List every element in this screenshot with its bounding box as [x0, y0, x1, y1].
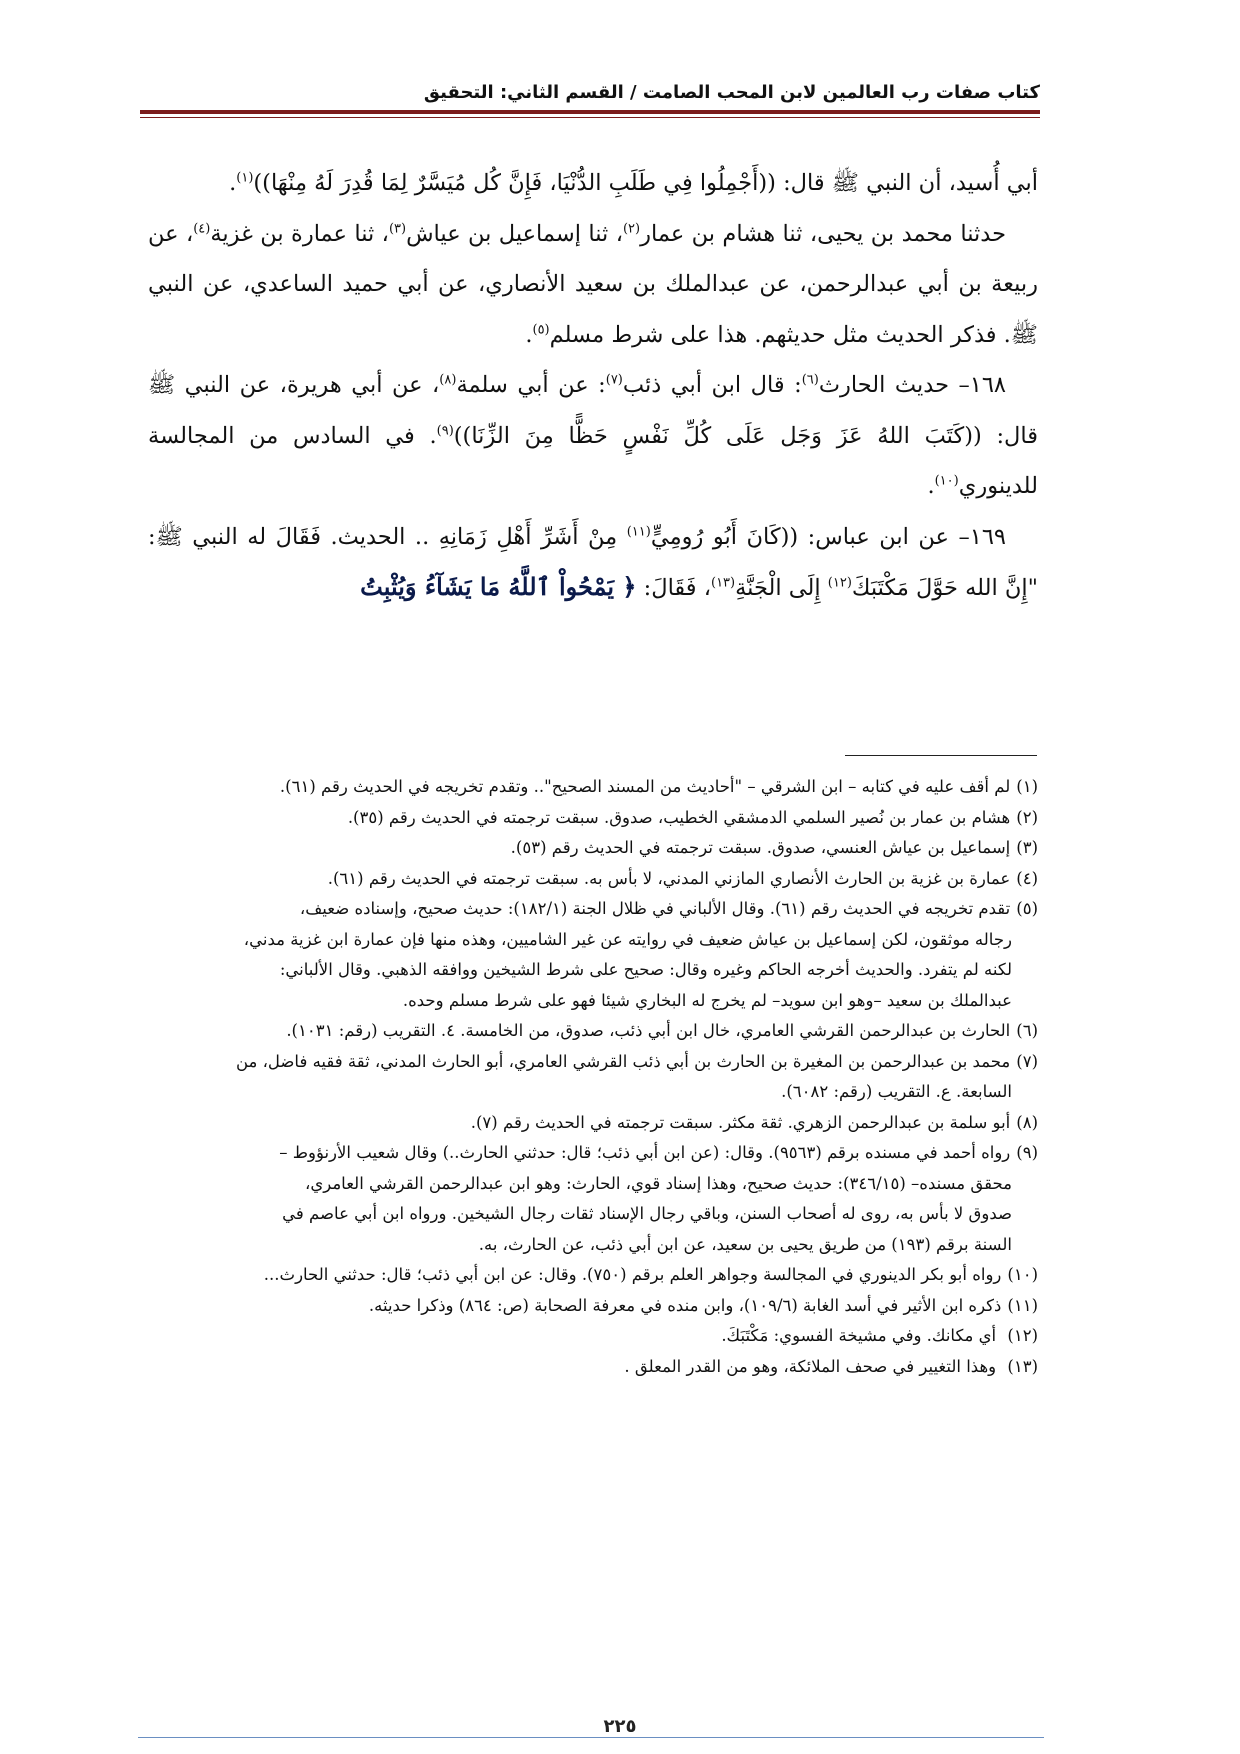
footnote-text: عمارة بن غزية بن الحارث الأنصاري المازني المدني، لا بأس به. سبقت ترجمته في الحديث رقم (٦١). — [327, 868, 1011, 888]
footnote-number: (١٢) — [1007, 1326, 1038, 1345]
footnote-continuation: رجاله موثقون، لكن إسماعيل بن عياش ضعيف في روايته عن غير الشاميين، وهذه منها فإن عمارة ابن غزية مدني، — [243, 929, 1012, 949]
footnote-7 — [145, 1047, 1038, 1078]
footnote-number: (١٣) — [1007, 1356, 1038, 1376]
footnotes-block — [145, 772, 1038, 1382]
paragraph-hadith-169: ١٦٩– عن ابن عباس: ((كَانَ أَبُو رُومِيٍّ$^{(١١)}$ مِنْ أَشَرِّ أَهْلِ زَمَانِهِ .. الحديث. فَقَالَ له النبي ﷺ: "إِنَّ الله حَوَّلَ مَكْتَبَكَ$^{(١٢)}$ إِلَى الْجَنَّةِ$^{(١٣)}$، فَقَالَ: ﴿ يَمْحُواْ ٱللَّهُ مَا يَشَآءُ وَيُثْبِتُ — [148, 523, 1038, 601]
footnote-text: هشام بن عمار بن نُصير السلمي الدمشقي الخطيب، صدوق. سبقت ترجمته في الحديث رقم (٣٥). — [347, 807, 1011, 827]
footnote-number: (٤) — [1016, 868, 1038, 888]
paragraph-2: حدثنا محمد بن يحيى، ثنا هشام بن عمار$^{(٢)}$، ثنا إسماعيل بن عياش$^{(٣)}$، ثنا عمارة بن غزية$^{(٤)}$، عن ربيعة بن أبي عبدالرحمن، عن عبدالملك بن سعيد الأنصاري، عن أبي حميد الساعدي، عن النبي ﷺ. فذكر الحديث مثل حديثهم. هذا على شرط مسلم$^{(٥)}$. — [148, 220, 1038, 348]
footnote-ref-2[interactable]: (٢) — [622, 221, 641, 236]
footnote-number: (٩) — [1016, 1143, 1038, 1162]
footnote-13 — [145, 1352, 1038, 1383]
footnote-continuation: السنة برقم (١٩٣) من طريق يحيى بن سعيد، عن ابن أبي ذئب، عن الحارث، به. — [478, 1234, 1012, 1254]
footnote-text: رواه أحمد في مسنده برقم (٩٥٦٣). وقال: (عن ابن أبي ذئب؛ قال: حدثني الحارث..) وقال شعيب الأرنؤوط – — [279, 1143, 1011, 1162]
footnote-ref-4[interactable]: (٤) — [193, 221, 211, 236]
footnote-text: تقدم تخريجه في الحديث رقم (٦١). وقال الألباني في ظلال الجنة (١٨٢/١): حديث صحيح، وإسناده ضعيف، — [299, 899, 1011, 918]
footer-rule — [138, 1737, 1044, 1738]
footnote-5 — [145, 894, 1038, 925]
footnote-text: لم أقف عليه في كتابه – ابن الشرقي – "أحاديث من المسند الصحيح".. وتقدم تخريجه في الحديث رقم (٦١). — [279, 777, 1011, 796]
footnote-ref-13[interactable]: (١٣) — [710, 575, 736, 591]
paragraph-1: أبي أُسيد، أن النبي ﷺ قال: ((أَجْمِلُوا فِي طَلَبِ الدُّنْيَا، فَإِنَّ كُل مُيَسَّرٌ لِمَا قُدِرَ لَهُ مِنْهَا))$^{(١)}$. — [229, 170, 1038, 196]
header-rule-thick — [140, 110, 1040, 114]
footnote-11 — [145, 1291, 1038, 1322]
footnote-continuation: السابعة. ع. التقريب (رقم: ٦٠٨٢). — [781, 1082, 1012, 1101]
footnote-text: الحارث بن عبدالرحمن القرشي العامري، خال ابن أبي ذئب، صدوق، من الخامسة. ٤. التقريب (رقم: ١٠٣١). — [286, 1021, 1011, 1040]
footnote-text: رواه أبو بكر الدينوري في المجالسة وجواهر العلم برقم (٧٥٠). وقال: عن ابن أبي ذئب؛ قال: حدثني الحارث... — [263, 1265, 1002, 1284]
footnote-ref-12[interactable]: (١٢) — [827, 575, 852, 591]
footnote-text: محمد بن عبدالرحمن بن المغيرة بن الحارث بن أبي ذئب القرشي العامري، أبو الحارث المدني، ثقة فقيه فاضل، من — [235, 1051, 1011, 1071]
footnote-ref-5[interactable]: (٥) — [532, 322, 550, 337]
footnote-number: (٥) — [1016, 899, 1038, 918]
footnote-text: وهذا التغيير في صحف الملائكة، وهو من القدر المعلق . — [624, 1356, 1002, 1376]
footnote-ref-8[interactable]: (٨) — [439, 372, 457, 388]
footnote-continuation: صدوق لا بأس به، روى له أصحاب السنن، وباقي رجال الإسناد ثقات رجال الشيخين. ورواه ابن أبي عاصم في — [282, 1204, 1012, 1223]
footnote-2 — [145, 803, 1038, 834]
footnote-text: أبو سلمة بن عبدالرحمن الزهري. ثقة مكثر. سبقت ترجمته في الحديث رقم (٧). — [470, 1112, 1011, 1132]
footnote-ref-6[interactable]: (٦) — [801, 372, 819, 388]
footnote-ref-7[interactable]: (٧) — [605, 372, 623, 388]
footnote-ref-3[interactable]: (٣) — [388, 221, 407, 236]
footnote-number: (٣) — [1016, 838, 1038, 857]
footnote-number: (٧) — [1016, 1051, 1038, 1071]
footnote-number: (٦) — [1016, 1021, 1038, 1040]
quran-verse: ﴿ يَمْحُواْ ٱللَّهُ مَا يَشَآءُ وَيُثْبِتُ — [360, 572, 637, 601]
running-header: كتاب صفات رب العالمين لابن المحب الصامت / القسم الثاني: التحقيق — [423, 82, 1040, 103]
footnote-text: ذكره ابن الأثير في أسد الغابة (١٠٩/٦)، وابن منده في معرفة الصحابة (ص: ٨٦٤) وذكرا حديثه. — [368, 1295, 1002, 1315]
footnote-12 — [145, 1321, 1038, 1352]
footnote-number: (١) — [1016, 777, 1038, 796]
footnote-3 — [145, 833, 1038, 864]
footnote-6 — [145, 1016, 1038, 1047]
footnote-ref-9[interactable]: (٩) — [436, 423, 454, 438]
page-number: ٢٢٥ — [603, 1716, 637, 1737]
footnote-number: (١١) — [1007, 1295, 1038, 1315]
header-rule-thin — [140, 117, 1040, 118]
footnote-1 — [145, 772, 1038, 803]
footnote-ref-1[interactable]: (١) — [236, 170, 254, 186]
paragraph-hadith-168: ١٦٨– حديث الحارث$^{(٦)}$: قال ابن أبي ذئب$^{(٧)}$: عن أبي سلمة$^{(٨)}$، عن أبي هريرة، عن النبي ﷺ قال: ((كَتَبَ اللهُ عَزَ وَجَل عَلَى كُلِّ نَفْسٍ حَظًّا مِنَ الزِّنَا))$^{(٩)}$. في السادس من المجالسة للدينوري$^{(١٠)}$. — [148, 372, 1038, 499]
footnote-8 — [145, 1108, 1038, 1139]
footnote-number: (١٠) — [1007, 1265, 1038, 1284]
footnote-continuation: لكنه لم يتفرد. والحديث أخرجه الحاكم وغيره وقال: صحيح على شرط الشيخين ووافقه الذهبي. وقال الألباني: — [279, 960, 1012, 979]
footnote-text: إسماعيل بن عياش العنسي، صدوق. سبقت ترجمته في الحديث رقم (٥٣). — [510, 838, 1011, 857]
footnote-ref-10[interactable]: (١٠) — [934, 473, 959, 489]
footnote-ref-11[interactable]: (١١) — [626, 524, 651, 539]
footnote-text: أي مكانك. وفي مشيخة الفسوي: مَكْتَبَكَ. — [721, 1326, 1002, 1345]
footnote-10 — [145, 1260, 1038, 1291]
footnote-separator — [845, 755, 1037, 756]
footnote-continuation: عبدالملك بن سعيد –وهو ابن سويد– لم يخرج له البخاري شيئا فهو على شرط مسلم وحده. — [402, 990, 1012, 1010]
footnote-number: (٢) — [1016, 807, 1038, 827]
main-text — [148, 158, 1038, 614]
footnote-9 — [145, 1138, 1038, 1169]
footnote-number: (٨) — [1016, 1112, 1038, 1132]
footnote-4 — [145, 864, 1038, 895]
footnote-continuation: محقق مسنده– (٣٤٦/١٥): حديث صحيح، وهذا إسناد قوي، الحارث: وهو ابن عبدالرحمن القرشي العامري، — [305, 1173, 1012, 1193]
